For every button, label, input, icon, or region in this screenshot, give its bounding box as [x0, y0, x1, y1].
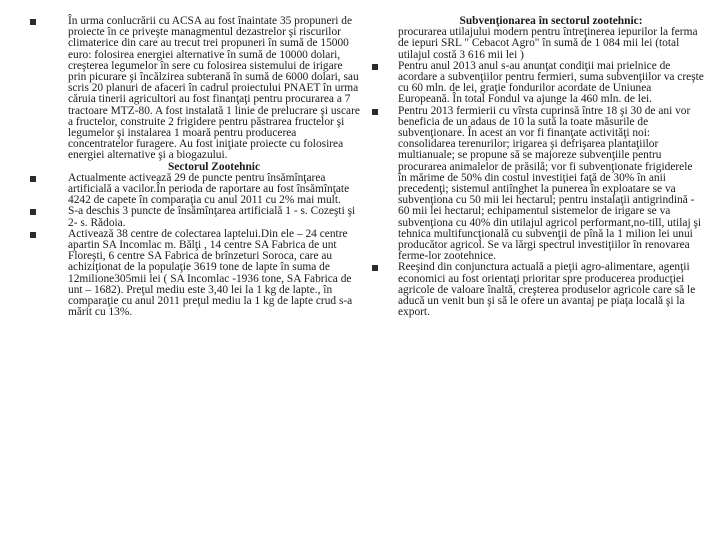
square-bullet-icon	[372, 109, 378, 115]
list-item-text: Actualmente activează 29 de puncte pentru însămînţarea artificială a vacilor.În perioda de raportare au fost însămînţate 4242 de capete în comparaţia cu anul 2011 cu 2% mai mult.	[68, 171, 350, 207]
right-column	[372, 16, 704, 318]
list-item-text: Pentru anul 2013 anul s-au anunţat condiţii mai prielnice de acordare a subvenţiilor pentru fermieri, suma subvenţiilor va creşte cu 60 mln. de lei, graţie fondurilor acordate de Uniunea Europeană. În total Fondul va ajunge la 460 mln. de lei.	[398, 59, 704, 106]
list-item-text: Reeşind din conjunctura actuală a pieţii agro-alimentare, agenţii economici au fost orientaţi prioritar spre producerea producţiei agricole de valoare înaltă, creşterea produselor agricole care să le aducă un venit bun şi să le ofere un avantaj pe piaţa locală şi la export.	[398, 261, 696, 319]
intro-paragraph: procurarea utilajului modern pentru întreţinerea iepurilor la ferma de iepuri SRL " Cebacot Agro" în sumă de 1 084 mii lei (total utilajul costă 3 616 mii lei )	[398, 26, 698, 61]
list-item	[30, 173, 360, 207]
list-item	[372, 262, 704, 318]
section-heading-subventionare: Subvenţionarea în sectorul zootehnic:	[459, 15, 643, 27]
list-item	[30, 229, 360, 319]
left-column	[30, 16, 360, 318]
list-item	[372, 106, 704, 263]
list-item	[30, 206, 360, 228]
square-bullet-icon	[30, 19, 36, 25]
square-bullet-icon	[30, 209, 36, 215]
list-item-text: Pentru 2013 fermierii cu vîrsta cuprinsă între 18 şi 30 de ani vor beneficia de un adaus de 10 la sută la toate măsurile de subvenţionare. În acest an vor fi finanţate activităţi noi: consolidarea terenurilor; irigarea şi defrişarea plantaţiilor multianuale; se propune să se majoreze subvenţiile pentru procurarea animalelor de prăsilă; vor fi subvenţionate frigiderele în mărime de 50% din costul investiţiei faţă de 30% în anii precedenţi; sistemul antiînghet la punerea în exploatare se va subvenţiona cu 50 mii lei hectarul; pentru instalaţii antigrindină - 60 mii lei hectarul; echipamentul sistemelor de irigare se va subvenţiona cu 40% din utilajul agricol performant,no-till, utilaj şi tehnica multifuncţională cu subvenţii de pînă la 1 milion lei unui producător agricol. Se va lărgi spectrul investiţiilor în renovarea ferme-lor zootehnice.	[398, 104, 702, 263]
list-item	[372, 61, 704, 106]
intro-block	[372, 27, 704, 61]
square-bullet-icon	[30, 176, 36, 182]
section-heading-zootehnic: Sectorul Zootehnic	[167, 160, 261, 173]
square-bullet-icon	[30, 232, 36, 238]
list-item-text: Activează 38 centre de colectarea laptelui.Din ele – 24 centre apartin SA Incomlac m. Bălţi , 14 centre SA Fabrica de unt Floreşti, 6 centre SA Fabrica de brînzeturi Soroca, care au achiziţionat de la populaţie 3619 tone de lapte în suma de 12milione305mii lei ( SA Incomlac -1936 tone, SA Fabrica de unt – 1682). Preţul mediu este 3,40 lei la 1 kg de lapte., în comparaţie cu anul 2011 preţul mediu la 1 kg de lapte crud s-a mărit cu 13%.	[68, 227, 353, 319]
square-bullet-icon	[372, 265, 378, 271]
list-item-text: S-a deschis 3 puncte de însămînţarea artificială 1 - s. Cozeşti şi 2- s. Rădoia.	[68, 205, 356, 229]
list-item	[30, 16, 360, 162]
square-bullet-icon	[372, 64, 378, 70]
intro-paragraph: În urma conlucrării cu ACSA au fost înaintate 35 propuneri de proiecte în ce priveşte managmentul dezastrelor şi riscurilor climaterice din care au trecut trei propuneri în sumă de 15000 euro: folosirea energiei alternative în sumă de 10000 dolari, creşterea legumelor în sere cu folosirea sistemului de irigare prin picurare şi încălzirea subterană în sumă de 6000 dolari, sau scris 20 planuri de afaceri în cadrul proiectului PNAET în urma căruia tinerii agricultori au fost finanţaţi pentru procurarea a 7 tractoare MTZ-80. A fost instalată 1 linie de prelucrare şi uscare a fructelor, construite 2 frigidere pentru păstrarea fructelor şi legumelor şi instalarea 1 moară pentru producerea concentratelor furagere. Au fost iniţiate proiecte cu folosirea energiei alternative şi a biogazului.	[68, 15, 360, 162]
